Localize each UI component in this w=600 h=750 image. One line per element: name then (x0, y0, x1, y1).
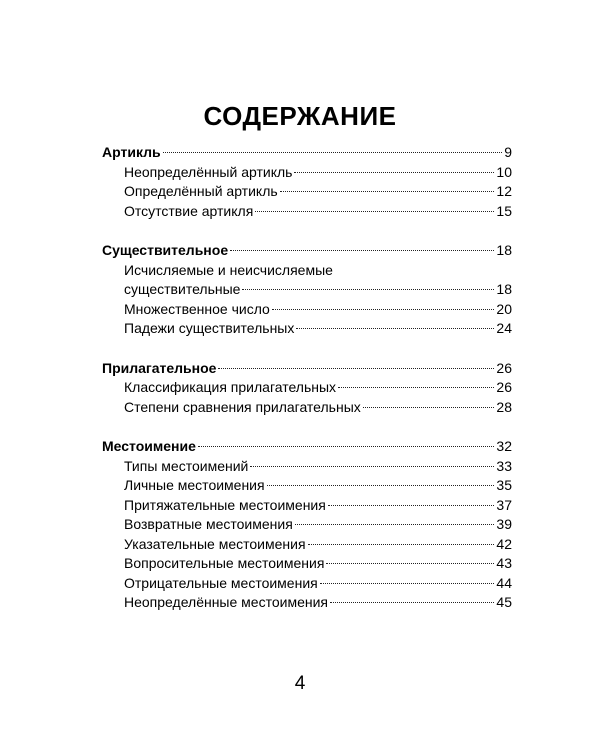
toc-page-number: 42 (496, 535, 512, 552)
toc-item-title: Указательные местоимения (124, 535, 306, 552)
dot-leader (242, 289, 494, 290)
toc-section-adjective (102, 359, 512, 418)
toc-section-article (102, 143, 512, 221)
toc-item[interactable] (102, 593, 512, 613)
dot-leader (280, 191, 495, 192)
toc-item[interactable] (102, 300, 512, 320)
toc-page-number: 20 (496, 300, 512, 317)
toc-page-number: 44 (496, 574, 512, 591)
dot-leader (250, 466, 494, 467)
toc-item[interactable] (102, 574, 512, 594)
dot-leader (320, 583, 495, 584)
dot-leader (255, 211, 494, 212)
toc-page-number: 39 (496, 516, 512, 532)
toc-page-number: 28 (496, 398, 512, 415)
dot-leader (328, 505, 495, 506)
dot-leader (272, 309, 495, 310)
toc-item[interactable] (102, 319, 512, 339)
dot-leader (295, 524, 495, 525)
toc-heading-title: Местоимение (102, 438, 196, 454)
dot-leader (230, 250, 494, 251)
toc-item[interactable] (102, 378, 512, 398)
toc-page-number: 18 (496, 242, 512, 258)
toc-item-title: Степени сравнения прилагательных (124, 398, 361, 415)
dot-leader (218, 368, 494, 369)
dot-leader (198, 446, 495, 447)
dot-leader (338, 387, 494, 388)
toc-item-title: Возвратные местоимения (124, 516, 293, 532)
toc-item[interactable] (102, 457, 512, 477)
toc-item-title: Вопросительные местоимения (124, 555, 325, 571)
toc-page-number: 37 (496, 496, 512, 513)
toc-item-title: Неопределённые местоимения (124, 594, 328, 610)
toc-item-title: Отрицательные местоимения (124, 574, 318, 591)
toc-item-title: Неопределённый артикль (124, 163, 293, 180)
toc-page-number: 10 (496, 163, 512, 180)
toc-item-title: Исчисляемые и неисчисляемые (124, 261, 333, 278)
toc-page-number: 43 (496, 555, 512, 571)
toc-heading-title: Прилагательное (102, 359, 217, 376)
dot-leader (267, 485, 495, 486)
page-title: СОДЕРЖАНИЕ (203, 101, 397, 131)
toc-item[interactable] (102, 535, 512, 555)
toc-page-number: 12 (496, 183, 512, 199)
toc-heading-title: Существительное (102, 242, 229, 258)
toc-page-number: 15 (496, 202, 512, 219)
toc-item-title-continued: существительные (124, 281, 241, 297)
toc-page-number: 9 (504, 144, 512, 160)
toc-heading[interactable] (102, 437, 512, 457)
toc-item-first-line[interactable] (102, 261, 512, 281)
page-number: 4 (294, 673, 306, 694)
toc-section-noun (102, 241, 512, 339)
toc-page-number: 35 (496, 477, 512, 493)
toc-heading[interactable] (102, 241, 512, 261)
dot-leader (363, 407, 495, 408)
toc-page-number: 32 (496, 438, 512, 454)
toc-item-title: Личные местоимения (124, 477, 265, 493)
dot-leader (294, 172, 494, 173)
toc-item[interactable] (102, 476, 512, 496)
table-of-contents (102, 143, 512, 633)
toc-item[interactable] (102, 182, 512, 202)
toc-heading-title: Артикль (102, 144, 161, 160)
toc-item[interactable] (102, 202, 512, 222)
toc-item[interactable] (102, 496, 512, 516)
toc-item-title: Типы местоимений (124, 457, 249, 474)
toc-item[interactable] (102, 515, 512, 535)
toc-item-title: Классификация прилагательных (124, 379, 337, 395)
toc-item-title: Определённый артикль (124, 183, 278, 199)
toc-item[interactable] (102, 280, 512, 300)
toc-item-title: Множественное число (124, 300, 270, 317)
toc-page-number: 26 (496, 359, 512, 376)
toc-item-title: Притяжательные местоимения (124, 496, 326, 513)
dot-leader (163, 152, 503, 153)
toc-page-number: 26 (496, 379, 512, 395)
toc-page-number: 24 (496, 320, 512, 336)
toc-item-title: Отсутствие артикля (124, 202, 254, 219)
toc-page-number: 45 (496, 594, 512, 610)
toc-page-number: 18 (496, 281, 512, 297)
toc-page-number: 33 (496, 457, 512, 474)
toc-heading[interactable] (102, 143, 512, 163)
dot-leader (308, 544, 495, 545)
toc-item-title: Падежи существительных (124, 320, 295, 336)
dot-leader (296, 328, 494, 329)
toc-item[interactable] (102, 163, 512, 183)
toc-heading[interactable] (102, 359, 512, 379)
dot-leader (330, 602, 494, 603)
dot-leader (326, 563, 494, 564)
toc-item[interactable] (102, 398, 512, 418)
toc-section-pronoun (102, 437, 512, 613)
toc-item[interactable] (102, 554, 512, 574)
